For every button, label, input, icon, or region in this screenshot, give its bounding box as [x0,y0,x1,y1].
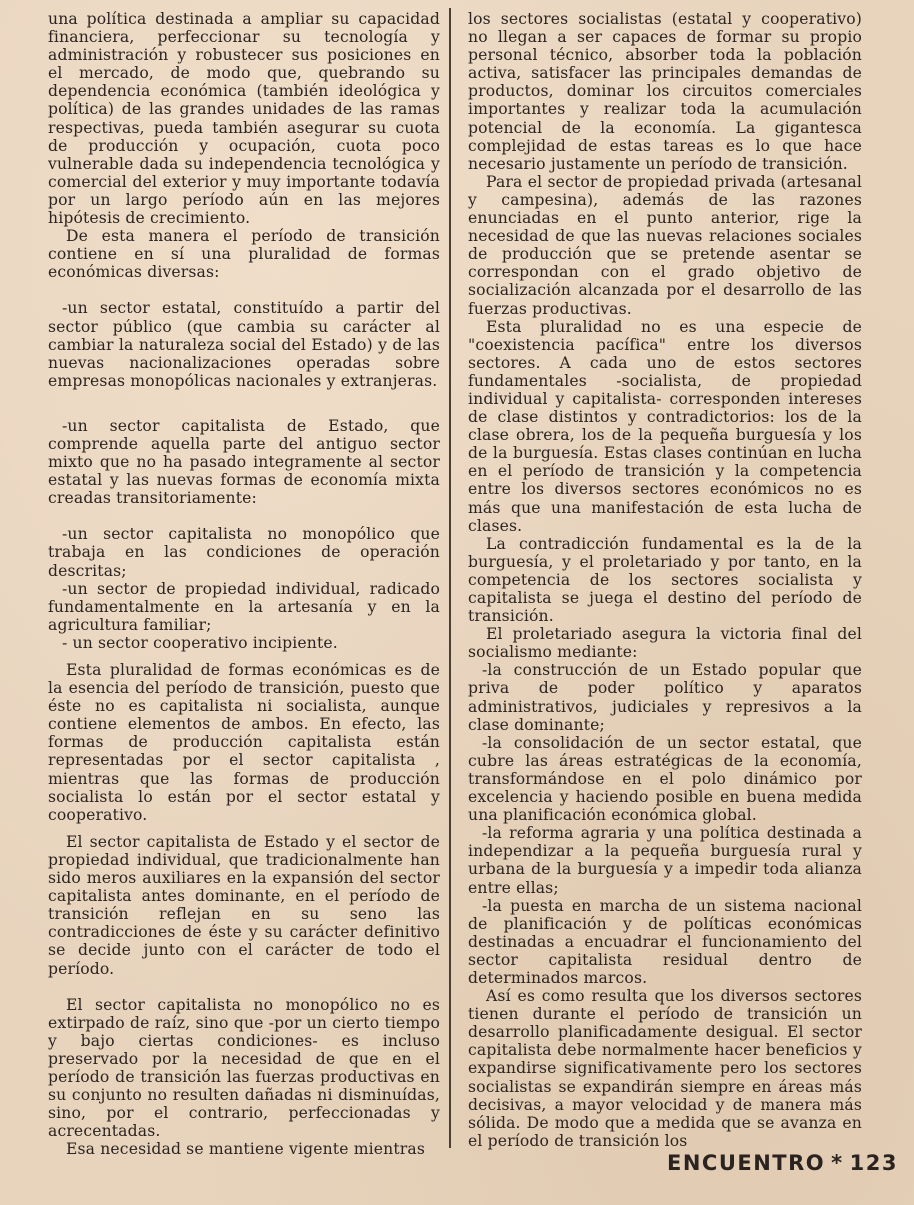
list-item: -un sector capitalista de Estado, que comprende aquella parte del antiguo sector mixto que no ha pasado integramente al sector estatal y las nuevas formas de economía mixta creadas transitoriamente: [48,416,440,508]
right-column [468,10,862,1150]
list-item: -la reforma agraria y una política destinada a independizar a la pequeña burguesía rural y urbana de la burguesía y a impedir toda alianza entre ellas; [468,824,862,897]
paragraph: De esta manera el período de transición contiene en sí una pluralidad de formas económicas diversas: [48,227,440,282]
paragraph: El sector capitalista de Estado y el sector de propiedad individual, que tradicionalmente han sido meros auxiliares en la expansión del sector capitalista antes dominante, en el período de transición reflejan en su seno las contradicciones de éste y su carácter definitivo se decide junto con el carácter de todo el período. [48,832,440,978]
paragraph: La contradicción fundamental es la de la burguesía, y el proletariado y por tanto, en la competencia de los sectores socialista y capitalista se juega el destino del período de transición. [468,534,862,626]
paragraph: Así es como resulta que los diversos sectores tienen durante el período de transición un desarrollo planificadamente desigual. El sector capitalista debe normalmente hacer beneficios y expandirse significativamente pero los sectores socialistas se expandirán siempre en áreas más decisivas, a mayor velocidad y de manera más sólida. De modo que a medida que se avanza en el período de transición los [468,987,862,1150]
list-item: -un sector de propiedad individual, radicado fundamentalmente en la artesanía y en la agricultura familiar; [48,579,440,634]
page-footer [667,1151,898,1175]
list-item: - un sector cooperativo incipiente. [62,633,338,652]
left-column [48,10,440,1158]
list-item: -la puesta en marcha de un sistema nacional de planificación y de políticas económicas destinadas a encuadrar el funcionamiento del sector capitalista residual dentro de determinados marcos. [468,896,862,987]
paragraph: El proletariado asegura la victoria final del socialismo mediante: [468,625,862,662]
list-item: -un sector estatal, constituído a partir del sector público (que cambia su carácter al cambiar la naturaleza social del Estado) y de las nuevas nacionalizaciones operadas sobre empresas monopólicas nacionales y extranjeras. [48,299,440,390]
paragraph: Esa necesidad se mantiene vigente mientras [66,1140,425,1159]
paragraph: Para el sector de propiedad privada (artesanal y campesina), además de las razones enunciadas en el punto anterior, rige la necesidad de que las nuevas relaciones sociales de producción que se pretende asentar se correspondan con el grado objetivo de socialización alcanzada por el desarrollo de las fuerzas productivas. [468,172,862,318]
paragraph: una política destinada a ampliar su capacidad financiera, perfeccionar su tecnología y administración y robustecer sus posiciones en el mercado, de modo que, quebrando su dependencia económica (también ideológica y política) de las grandes unidades de las ramas respectivas, pueda también asegurar su cuota de producción y ocupación, cuota poco vulnerable dada su independencia tecnológica y comercial del exterior y muy importante todavía por un largo período aún en las mejores hipótesis de crecimiento. [48,10,440,228]
paragraph: los sectores socialistas (estatal y cooperativo) no llegan a ser capaces de formar su propio personal técnico, absorber toda la población activa, satisfacer las principales demandas de productos, dominar los circuitos comerciales importantes y realizar toda la acumulación potencial de la economía. La gigantesca complejidad de estas tareas es lo que hace necesario justamente un período de transición. [468,10,862,173]
list-item: -la consolidación de un sector estatal, que cubre las áreas estratégicas de la economía, transformándose en el polo dinámico por excelencia y haciendo posible en buena medida una planificación económica global. [468,733,862,825]
paragraph: Esta pluralidad no es una especie de "coexistencia pacífica" entre los diversos sectores. A cada uno de estos sectores fundamentales -socialista, de propiedad individual y capitalista- corresponden intereses de clase distintos y contradictorios: los de la clase obrera, los de la pequeña burguesía y los de la burguesía. Estas clases continúan en lucha en el período de transición y la competencia entre los diversos sectores económicos no es más que una manifestación de esta lucha de clases. [468,317,862,535]
list-item: -la construcción de un Estado popular que priva de poder político y aparatos administrativos, judiciales y represivos a la clase dominante; [468,661,862,734]
list-item: -un sector capitalista no monopólico que trabaja en las condiciones de operación descritas; [48,525,440,580]
paragraph: Esta pluralidad de formas económicas es de la esencia del período de transición, puesto que éste no es capitalista ni socialista, aunque contiene elementos de ambos. En efecto, las formas de producción capitalista están representadas por el sector capitalista , mientras que las formas de producción socialista lo están por el sector estatal y cooperativo. [48,661,440,824]
page-number: 123 [849,1151,898,1175]
paragraph: El sector capitalista no monopólico no es extirpado de raíz, sino que -por un cierto tiempo y bajo ciertas condiciones- es incluso preservado por la necesidad de que en el período de transición las fuerzas productivas en su conjunto no resulten dañadas ni disminuídas, sino, por el contrario, perfeccionadas y acrecentadas. [48,995,440,1141]
magazine-name: ENCUENTRO [667,1151,826,1175]
column-divider [449,8,451,1148]
star-separator: * [831,1151,844,1175]
